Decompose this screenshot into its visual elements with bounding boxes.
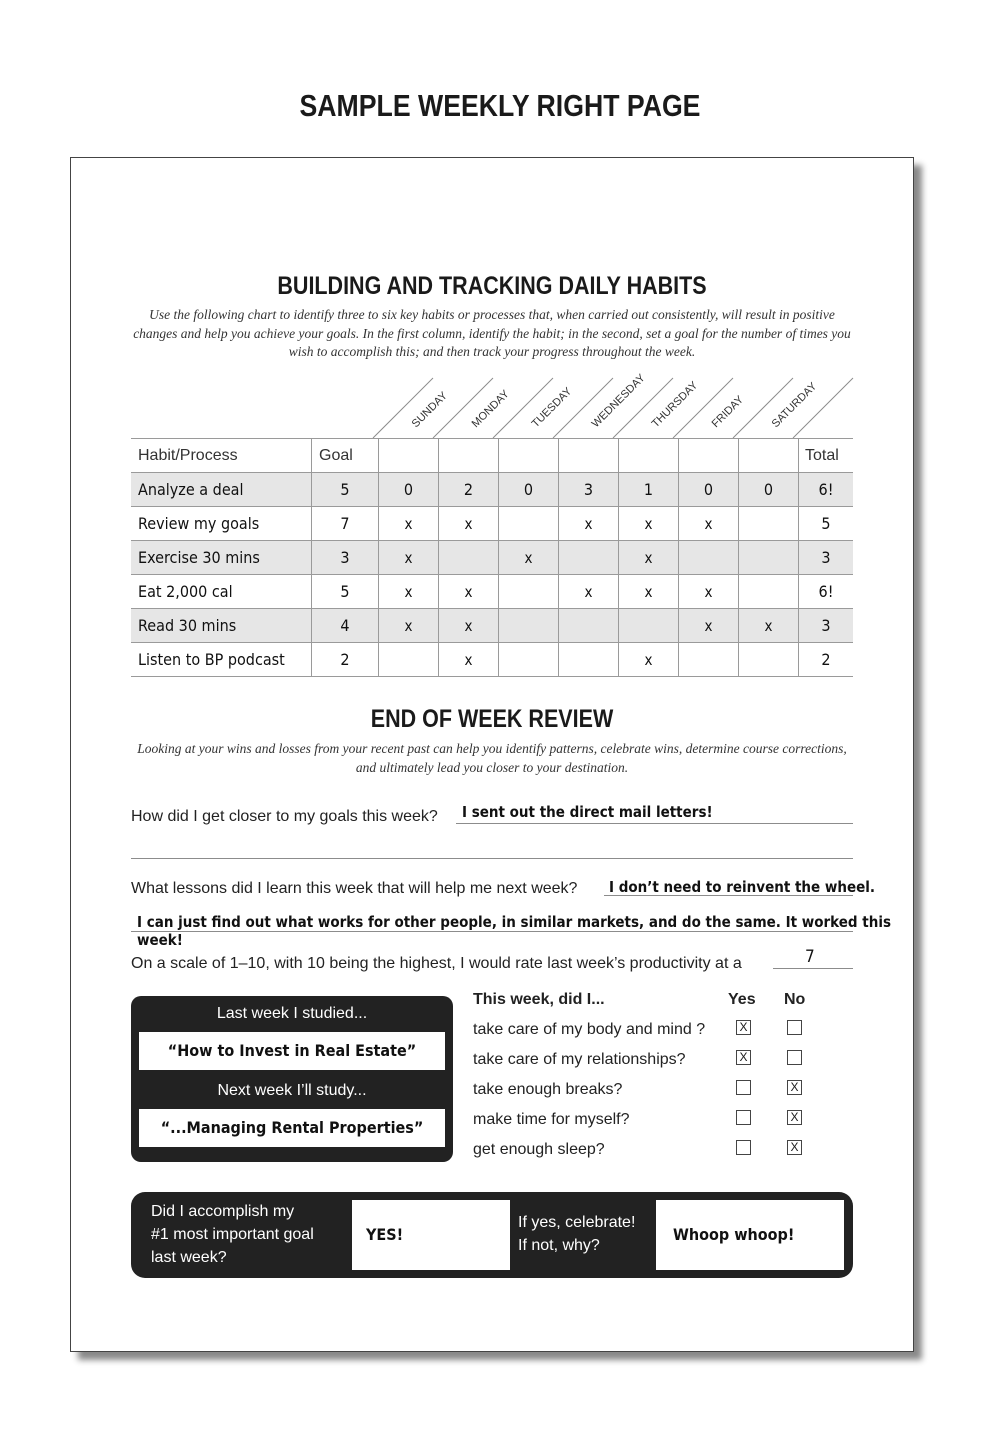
habit-goal[interactable]: 4 — [312, 609, 379, 643]
goal-question-line-3: last week? — [151, 1249, 227, 1266]
day-label-sunday: SUNDAY — [409, 389, 450, 431]
habit-goal[interactable]: 5 — [312, 575, 379, 609]
day-cell[interactable]: x — [499, 541, 559, 575]
col-goal-header: Goal — [312, 439, 379, 473]
important-goal-bar — [131, 1192, 853, 1278]
habit-goal[interactable]: 5 — [312, 473, 379, 507]
productivity-rating[interactable]: 7 — [805, 947, 815, 967]
checklist-item-label: take enough breaks? — [473, 1081, 623, 1098]
celebrate-line-1: If yes, celebrate! — [518, 1214, 636, 1231]
habit-goal[interactable]: 7 — [312, 507, 379, 541]
day-cell[interactable] — [679, 541, 739, 575]
habit-goal[interactable]: 3 — [312, 541, 379, 575]
day-cell[interactable]: x — [559, 507, 619, 541]
day-cell[interactable]: x — [379, 609, 439, 643]
habit-total[interactable]: 5 — [799, 507, 854, 541]
day-label-monday: MONDAY — [469, 388, 512, 431]
habit-name[interactable]: Eat 2,000 cal — [131, 575, 312, 609]
day-cell[interactable]: x — [379, 575, 439, 609]
day-label-tuesday: TUESDAY — [529, 385, 575, 431]
checklist-yes-header: Yes — [728, 991, 756, 1008]
habits-heading: BUILDING AND TRACKING DAILY HABITS — [277, 272, 707, 300]
day-cell[interactable]: x — [679, 507, 739, 541]
answer-lessons-line-2[interactable]: I can just find out what works for other people, in similar markets, and do the same. It worked this week! — [137, 913, 891, 949]
col-total-header: Total — [799, 439, 854, 473]
day-cell[interactable] — [679, 643, 739, 677]
day-cell[interactable]: x — [439, 609, 499, 643]
day-cell[interactable] — [499, 507, 559, 541]
checkbox-yes[interactable] — [736, 1110, 751, 1125]
goal-question-line-2: #1 most important goal — [151, 1226, 314, 1243]
col-habit-header: Habit/Process — [131, 439, 312, 473]
study-box — [131, 996, 453, 1162]
checkbox-no[interactable]: X — [787, 1140, 802, 1155]
checkbox-yes[interactable]: X — [736, 1020, 751, 1035]
day-cell[interactable] — [499, 575, 559, 609]
answer-closer-to-goals[interactable]: I sent out the direct mail letters! — [462, 803, 713, 821]
day-cell[interactable]: x — [619, 541, 679, 575]
table-row — [131, 473, 853, 507]
day-cell[interactable]: 1 — [619, 473, 679, 507]
day-cell[interactable]: x — [439, 643, 499, 677]
day-cell[interactable]: x — [739, 609, 799, 643]
day-cell[interactable]: x — [679, 609, 739, 643]
next-week-study-value[interactable]: “...Managing Rental Properties” — [139, 1109, 445, 1147]
page-title: SAMPLE WEEKLY RIGHT PAGE — [299, 88, 701, 123]
habit-goal[interactable]: 2 — [312, 643, 379, 677]
day-cell[interactable] — [499, 643, 559, 677]
goal-answer[interactable]: YES! — [352, 1200, 510, 1270]
day-cell[interactable] — [739, 507, 799, 541]
answer-line — [773, 968, 853, 969]
checkbox-no[interactable] — [787, 1020, 802, 1035]
day-cell[interactable]: x — [559, 575, 619, 609]
question-productivity: On a scale of 1–10, with 10 being the highest, I would rate last week’s productivity at a — [131, 955, 742, 972]
habits-intro: Use the following chart to identify three to six key habits or processes that, when carried out consistently, will result in positive changes and help you achieve your goals. In the first column, identify the habit; in the second, set a goal for the number of times you wish to accomplish this; and then track your progress throughout the week. — [133, 307, 851, 359]
checkbox-yes[interactable] — [736, 1080, 751, 1095]
day-cell[interactable]: x — [619, 643, 679, 677]
day-cell[interactable]: 3 — [559, 473, 619, 507]
habit-tracker-table — [131, 438, 853, 677]
day-cell[interactable]: x — [679, 575, 739, 609]
day-cell[interactable]: x — [379, 541, 439, 575]
day-cell[interactable] — [619, 609, 679, 643]
checklist-item-label: get enough sleep? — [473, 1141, 605, 1158]
review-intro: Looking at your wins and losses from your recent past can help you identify patterns, celebrate wins, determine course corrections, and ultimately lead you closer to your destination. — [137, 741, 847, 775]
table-row — [131, 507, 853, 541]
day-cell[interactable] — [739, 643, 799, 677]
day-label-wednesday: WEDNESDAY — [589, 372, 648, 431]
day-cell[interactable]: x — [379, 507, 439, 541]
celebrate-answer[interactable]: Whoop whoop! — [656, 1200, 844, 1270]
checkbox-yes[interactable] — [736, 1140, 751, 1155]
answer-lessons-line-1[interactable]: I don’t need to reinvent the wheel. — [609, 878, 876, 896]
day-cell[interactable]: x — [619, 507, 679, 541]
day-label-thursday: THURSDAY — [649, 379, 701, 431]
day-cell[interactable]: 0 — [379, 473, 439, 507]
day-cell[interactable] — [439, 541, 499, 575]
celebrate-line-2: If not, why? — [518, 1237, 600, 1254]
day-cell[interactable] — [739, 541, 799, 575]
habit-name[interactable]: Exercise 30 mins — [131, 541, 312, 575]
habit-name[interactable]: Analyze a deal — [131, 473, 312, 507]
day-cell[interactable] — [559, 609, 619, 643]
habit-name[interactable]: Listen to BP podcast — [131, 643, 312, 677]
answer-line — [456, 823, 853, 824]
day-cell[interactable]: x — [439, 575, 499, 609]
checkbox-yes[interactable]: X — [736, 1050, 751, 1065]
habit-total[interactable]: 3 — [799, 609, 854, 643]
last-week-studied-value[interactable]: “How to Invest in Real Estate” — [139, 1032, 445, 1070]
worksheet-page — [70, 157, 914, 1352]
checklist-item-label: make time for myself? — [473, 1111, 630, 1128]
review-heading: END OF WEEK REVIEW — [370, 705, 614, 733]
habit-total[interactable]: 6! — [799, 473, 854, 507]
last-week-studied-label: Last week I studied... — [216, 1005, 368, 1022]
day-cell[interactable]: 0 — [679, 473, 739, 507]
checklist-item-label: take care of my relationships? — [473, 1051, 686, 1068]
day-label-saturday: SATURDAY — [769, 380, 820, 431]
table-row — [131, 609, 853, 643]
habit-name[interactable]: Review my goals — [131, 507, 312, 541]
next-week-study-label: Next week I’ll study... — [217, 1082, 367, 1099]
day-cell[interactable]: 0 — [499, 473, 559, 507]
habit-total[interactable]: 6! — [799, 575, 854, 609]
day-cell[interactable] — [559, 643, 619, 677]
table-row — [131, 643, 853, 677]
checklist-no-header: No — [784, 991, 806, 1008]
day-cell[interactable]: x — [439, 507, 499, 541]
habit-total[interactable]: 2 — [799, 643, 854, 677]
checklist-item-label: take care of my body and mind ? — [473, 1021, 706, 1038]
day-cell[interactable]: x — [619, 575, 679, 609]
answer-line — [131, 858, 853, 859]
checkbox-no[interactable]: X — [787, 1080, 802, 1095]
day-cell[interactable]: 2 — [439, 473, 499, 507]
day-cell[interactable] — [739, 575, 799, 609]
checkbox-no[interactable]: X — [787, 1110, 802, 1125]
day-label-friday: FRIDAY — [709, 393, 747, 431]
checkbox-no[interactable] — [787, 1050, 802, 1065]
goal-question-line-1: Did I accomplish my — [151, 1203, 295, 1220]
habit-total[interactable]: 3 — [799, 541, 854, 575]
day-cell[interactable] — [499, 609, 559, 643]
day-header — [71, 370, 913, 440]
habit-name[interactable]: Read 30 mins — [131, 609, 312, 643]
question-closer-to-goals: How did I get closer to my goals this week? — [131, 808, 438, 825]
checklist-title: This week, did I... — [473, 991, 605, 1008]
answer-line — [131, 931, 853, 932]
question-lessons: What lessons did I learn this week that will help me next week? — [131, 880, 578, 897]
day-cell[interactable]: 0 — [739, 473, 799, 507]
day-cell[interactable] — [559, 541, 619, 575]
table-row — [131, 575, 853, 609]
day-cell[interactable] — [379, 643, 439, 677]
table-row — [131, 541, 853, 575]
